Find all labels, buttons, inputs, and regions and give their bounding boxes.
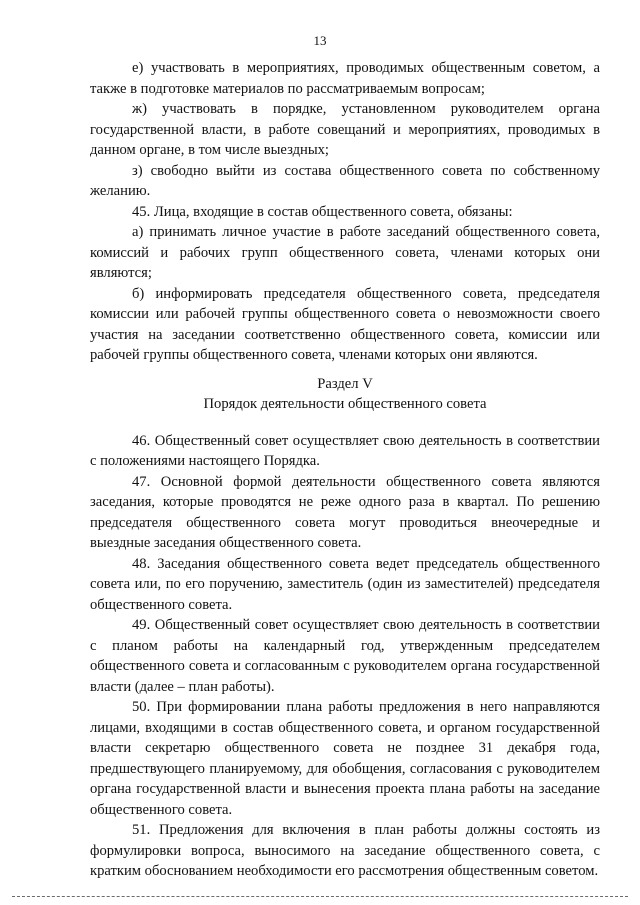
page-number: 13 [313,33,327,48]
paragraph-49: 49. Общественный совет осуществляет свою деятельность в соответствии с планом работы на календарный год, утвержденным председателем общественного совета и согласованным с руководителем органа государственной власти (далее – план работы). [90,617,600,695]
document-body [90,58,600,882]
section-label: Раздел V [317,375,373,392]
section-title: Порядок деятельности общественного совета [203,396,487,412]
paragraph-47: 47. Основной формой деятельности общественного совета являются заседания, которые проводятся не реже одного раза в квартал. По решению председателя общественного совета могут проводиться внеочередные и выездные заседания общественного совета. [90,473,600,551]
paragraph-item-z: з) свободно выйти из состава общественного совета по собственному желанию. [90,162,600,199]
paragraph-50: 50. При формировании плана работы предложения в него направляются лицами, входящими в состав общественного совета, и органом государственной власти секретарю общественного совета не позднее 31 декабря года, предшествующего планируемому, для обобщения, согласования с руководителем органа государственной власти и вынесения проекта плана работы на заседание общественного совета. [90,699,600,818]
paragraph-item-zh: ж) участвовать в порядке, установленном руководителем органа государственной власти, в работе совещаний и мероприятиях, проводимых в данном органе, в том числе выездных; [90,101,600,158]
scan-edge-divider [12,896,628,897]
paragraph-46: 46. Общественный совет осуществляет свою деятельность в соответствии с положениями настоящего Порядка. [90,432,600,469]
paragraph-item-b: б) информировать председателя общественного совета, председателя комиссии или рабочей группы общественного совета о невозможности своего участия на заседании соответственно общественного совета, комиссии или рабочей группы общественного совета, членами которых они являются. [90,285,600,363]
paragraph-item-a: а) принимать личное участие в работе заседаний общественного совета, комиссий и рабочих групп общественного совета, членами которых они являются; [90,224,600,281]
paragraph-45: 45. Лица, входящие в состав общественного совета, обязаны: [132,203,513,220]
paragraph-51: 51. Предложения для включения в план работы должны состоять из формулировки вопроса, выносимого на заседание общественного совета, с кратким обоснованием необходимости его рассмотрения общественным советом. [90,822,600,879]
paragraph-48: 48. Заседания общественного совета ведет председатель общественного совета или, по его поручению, заместитель (один из заместителей) председателя общественного совета. [90,555,600,613]
paragraph-item-e: е) участвовать в мероприятиях, проводимых общественным советом, а также в подготовке материалов по рассматриваемым вопросам; [90,60,600,97]
